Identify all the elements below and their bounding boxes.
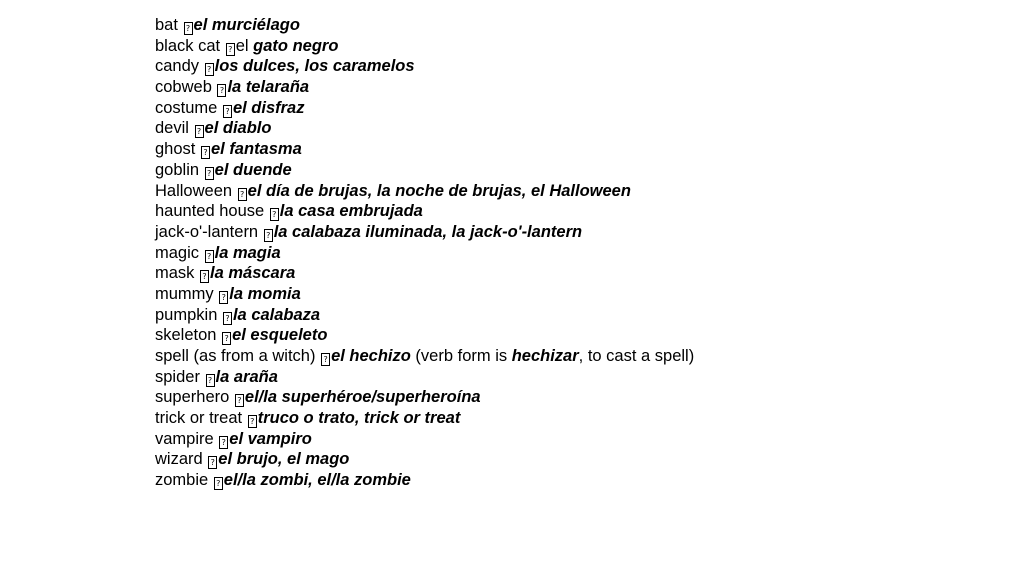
english-term: goblin xyxy=(155,160,200,179)
english-term: cobweb xyxy=(155,78,212,97)
vocab-entry xyxy=(155,160,694,181)
spanish-article: el xyxy=(235,36,249,55)
spanish-translation: la calabaza xyxy=(232,305,321,324)
separator-icon: ? xyxy=(217,84,226,97)
spanish-translation: el vampiro xyxy=(229,429,312,448)
vocab-entry xyxy=(155,470,694,491)
english-term: spider xyxy=(155,367,200,386)
separator-icon: ? xyxy=(264,229,273,242)
spanish-translation: el/la superhéroe/superheroína xyxy=(244,388,481,407)
vocab-entry xyxy=(155,118,694,139)
spanish-translation: el día de brujas, la noche de brujas, el Halloween xyxy=(247,181,631,200)
vocab-entry xyxy=(155,181,694,202)
verb-note-suffix: , to cast a spell) xyxy=(578,347,695,365)
vocabulary-list xyxy=(155,15,694,491)
verb-note-prefix: (verb form is xyxy=(410,347,512,365)
english-term: zombie xyxy=(155,471,209,490)
vocab-entry xyxy=(155,263,694,284)
separator-icon: ? xyxy=(205,63,214,76)
vocab-entry xyxy=(155,284,694,305)
english-term: ghost xyxy=(155,140,196,159)
english-term: devil xyxy=(155,119,189,138)
separator-icon: ? xyxy=(208,456,217,469)
separator-icon: ? xyxy=(235,394,244,407)
spanish-translation: la magia xyxy=(214,243,281,262)
english-term: spell (as from a witch) xyxy=(155,347,316,365)
verb-form: hechizar xyxy=(511,347,579,365)
vocab-entry xyxy=(155,36,694,57)
separator-icon: ? xyxy=(219,291,228,304)
english-term: wizard xyxy=(155,450,203,469)
vocab-entry xyxy=(155,56,694,77)
english-term: black cat xyxy=(155,36,221,55)
separator-icon: ? xyxy=(223,105,232,118)
vocab-entry xyxy=(155,139,694,160)
vocab-entry xyxy=(155,201,694,222)
vocab-entry xyxy=(155,408,694,429)
spanish-translation: el duende xyxy=(214,160,292,179)
english-term: costume xyxy=(155,98,218,117)
english-term: jack-o'-lantern xyxy=(155,222,259,241)
separator-icon: ? xyxy=(184,22,193,35)
vocab-entry xyxy=(155,98,694,119)
vocab-entry xyxy=(155,449,694,470)
separator-icon: ? xyxy=(200,270,209,283)
separator-icon: ? xyxy=(214,477,223,490)
vocab-entry xyxy=(155,243,694,264)
spanish-translation: los dulces, los caramelos xyxy=(214,57,415,76)
separator-icon: ? xyxy=(226,43,235,56)
spanish-translation: la máscara xyxy=(210,264,296,283)
spanish-translation: la telaraña xyxy=(227,78,310,97)
separator-icon: ? xyxy=(321,353,330,366)
vocab-entry xyxy=(155,429,694,450)
english-term: trick or treat xyxy=(155,409,243,428)
spanish-translation: el fantasma xyxy=(210,140,302,159)
separator-icon: ? xyxy=(195,125,204,138)
vocab-entry xyxy=(155,222,694,243)
vocab-entry xyxy=(155,305,694,326)
english-term: superhero xyxy=(155,388,230,407)
spanish-translation: truco o trato, trick or treat xyxy=(257,409,461,428)
english-term: haunted house xyxy=(155,202,265,221)
separator-icon: ? xyxy=(201,146,210,159)
english-term: mask xyxy=(155,264,195,283)
spanish-translation: el esqueleto xyxy=(232,326,328,345)
vocab-entry xyxy=(155,325,694,346)
spanish-translation: gato negro xyxy=(253,36,339,55)
spanish-translation: el disfraz xyxy=(232,98,305,117)
vocab-entry xyxy=(155,77,694,98)
spanish-translation: la momia xyxy=(229,284,301,303)
spanish-translation: la calabaza iluminada, la jack-o'-lantern xyxy=(273,222,583,241)
english-term: candy xyxy=(155,57,200,76)
english-term: skeleton xyxy=(155,326,217,345)
english-term: Halloween xyxy=(155,181,233,200)
vocab-entry xyxy=(155,346,694,367)
spanish-translation: la casa embrujada xyxy=(279,202,423,221)
spanish-translation: el diablo xyxy=(204,119,272,138)
separator-icon: ? xyxy=(270,208,279,221)
separator-icon: ? xyxy=(205,250,214,263)
separator-icon: ? xyxy=(238,188,247,201)
spanish-translation: el murciélago xyxy=(193,16,300,34)
vocab-entry xyxy=(155,367,694,388)
vocab-entry xyxy=(155,15,694,36)
english-term: magic xyxy=(155,243,200,262)
separator-icon: ? xyxy=(248,415,257,428)
vocab-entry xyxy=(155,387,694,408)
english-term: mummy xyxy=(155,284,214,303)
english-term: bat xyxy=(155,16,178,34)
english-term: vampire xyxy=(155,429,214,448)
separator-icon: ? xyxy=(205,167,214,180)
separator-icon: ? xyxy=(222,332,231,345)
english-term: pumpkin xyxy=(155,305,218,324)
spanish-translation: el hechizo xyxy=(331,347,411,365)
separator-icon: ? xyxy=(223,312,232,325)
separator-icon: ? xyxy=(206,374,215,387)
spanish-translation: el/la zombi, el/la zombie xyxy=(223,471,411,490)
spanish-translation: la araña xyxy=(215,367,278,386)
spanish-translation: el brujo, el mago xyxy=(218,450,350,469)
separator-icon: ? xyxy=(219,436,228,449)
